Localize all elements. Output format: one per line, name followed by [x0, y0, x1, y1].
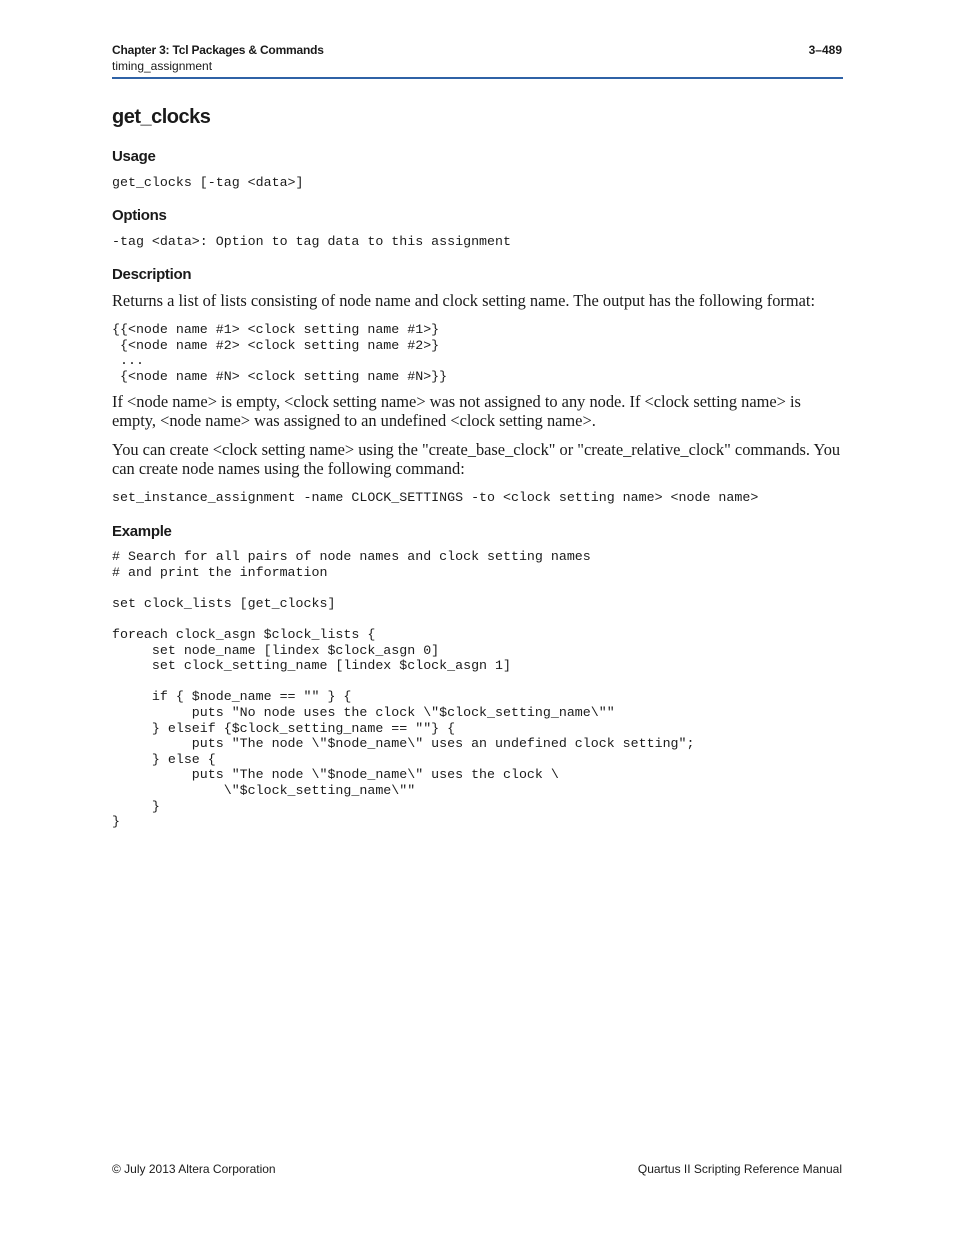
options-heading: Options [112, 207, 167, 224]
description-paragraph-3: You can create <clock setting name> using the "create_base_clock" or "create_relative_clock" commands. You can create node names using the following command: [112, 440, 841, 478]
description-paragraph-1: Returns a list of lists consisting of node name and clock setting name. The output has the following format: [112, 291, 816, 310]
page-title: get_clocks [112, 106, 211, 128]
footer-copyright: © July 2013 Altera Corporation [112, 1162, 276, 1176]
description-paragraph-2: If <node name> is empty, <clock setting name> was not assigned to any node. If <clock setting name> is empty, <node name> was assigned to an undefined <clock setting name>. [112, 392, 801, 430]
usage-code: get_clocks [-tag <data>] [112, 175, 304, 190]
description-heading: Description [112, 266, 192, 283]
usage-heading: Usage [112, 148, 156, 165]
footer-manual-title: Quartus II Scripting Reference Manual [637, 1162, 842, 1176]
output-format-code: {{<node name #1> <clock setting name #1>} {<node name #2> <clock setting name #2>} ... {<node name #N> <clock setting name #N>}} [112, 322, 448, 384]
header-chapter-title: Chapter 3: Tcl Packages & Commands [112, 43, 324, 57]
header-section-name: timing_assignment [112, 59, 213, 73]
example-code: # Search for all pairs of node names and clock setting names # and print the information set clock_lists [get_clocks] foreach clock_asgn $clock_lists { set node_name [lindex $clock_asgn 0] set clock_setting_name [lindex $clock_asgn 1] if { $node_name == "" } { puts "No node uses the clock \"$clock_setting_name\"" } elseif {$clock_setting_name == ""} { puts "The node \"$node_name\" uses an undefined clock setting"; } else { puts "The node \"$node_name\" uses the clock \ \"$clock_setting_name\"" } } [112, 549, 695, 830]
header-page-number: 3–489 [808, 43, 842, 57]
header-divider [112, 77, 843, 79]
example-heading: Example [112, 523, 172, 540]
command-code: set_instance_assignment -name CLOCK_SETTINGS -to <clock setting name> <node name> [112, 490, 759, 505]
options-code: -tag <data>: Option to tag data to this assignment [112, 234, 511, 249]
